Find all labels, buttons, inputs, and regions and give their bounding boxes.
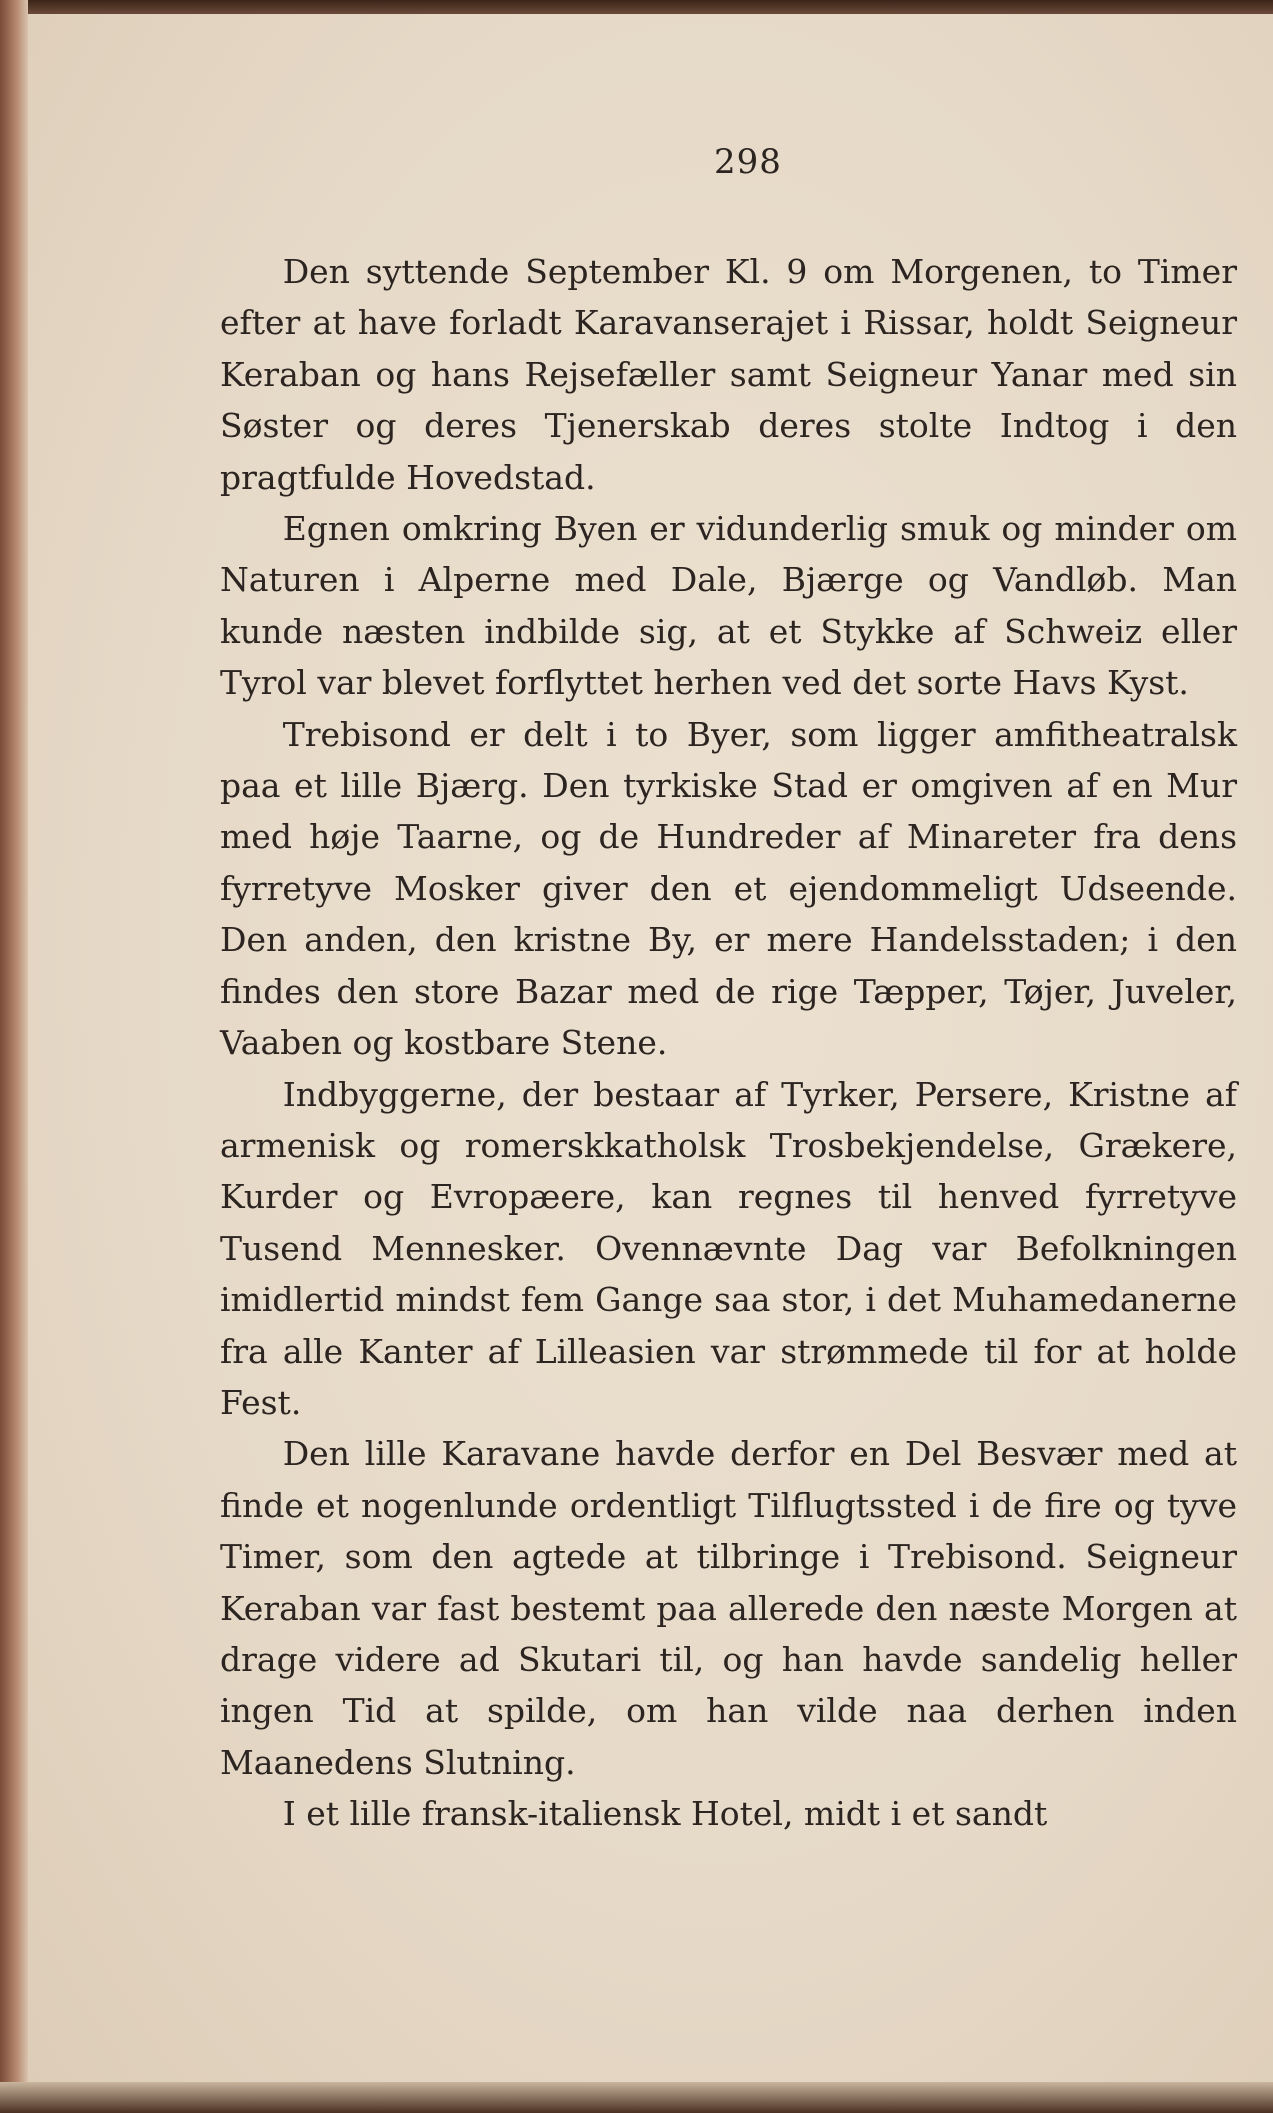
paragraph-2: Egnen omkring Byen er vidunderlig smuk og minder om Naturen i Alperne med Dale, Bjærge og Vandløb. Man kunde næsten indbilde sig, at et Stykke af Schweiz eller Tyrol var blevet forflyttet herhen ved det sorte Havs Kyst. bbox=[220, 509, 1237, 703]
book-left-edge bbox=[0, 0, 28, 2113]
book-top-edge bbox=[0, 0, 1273, 14]
paragraph-4: Indbyggerne, der bestaar af Tyrker, Persere, Kristne af armenisk og romerskkatholsk Trosbekjendelse, Grækere, Kurder og Evropæere, kan regnes til henved fyrretyve Tusend Mennesker. Ovennævnte Dag var Befolkningen imidlertid mindst fem Gange saa stor, i det Muhamedanerne fra alle Kanter af Lilleasien var strømmede til for at holde Fest. bbox=[220, 1074, 1237, 1422]
paragraph-3: Trebisond er delt i to Byer, som ligger amfitheatralsk paa et lille Bjærg. Den tyrkiske Stad er omgiven af en Mur med høje Taarne, og de Hundreder af Minareter fra dens fyrretyve Mosker giver den et ejendommeligt Udseende. Den anden, den kristne By, er mere Handelsstaden; i den findes den store Bazar med de rige Tæpper, Tøjer, Juveler, Vaaben og kostbare Stene. bbox=[220, 714, 1237, 1063]
page-text bbox=[220, 246, 1237, 1840]
paragraph-6: I et lille fransk-italiensk Hotel, midt i et sandt bbox=[282, 1794, 1048, 1834]
paragraph-1: Den syttende September Kl. 9 om Morgenen, to Timer efter at have forladt Karavanserajet i Rissar, holdt Seigneur Keraban og hans Rejsefæller samt Seigneur Yanar med sin Søster og deres Tjenerskab deres stolte Indtog i den pragtfulde Hovedstad. bbox=[220, 252, 1237, 497]
book-page bbox=[28, 14, 1273, 2082]
book-bottom-edge bbox=[0, 2082, 1273, 2113]
page-number: 298 bbox=[714, 142, 782, 182]
paragraph-5: Den lille Karavane havde derfor en Del Besvær med at finde et nogenlunde ordentligt Tilflugtssted i de fire og tyve Timer, som den agtede at tilbringe i Trebisond. Seigneur Keraban var fast bestemt paa allerede den næste Morgen at drage videre ad Skutari til, og han havde sandelig heller ingen Tid at spilde, om han vilde naa derhen inden Maanedens Slutning. bbox=[220, 1434, 1237, 1782]
